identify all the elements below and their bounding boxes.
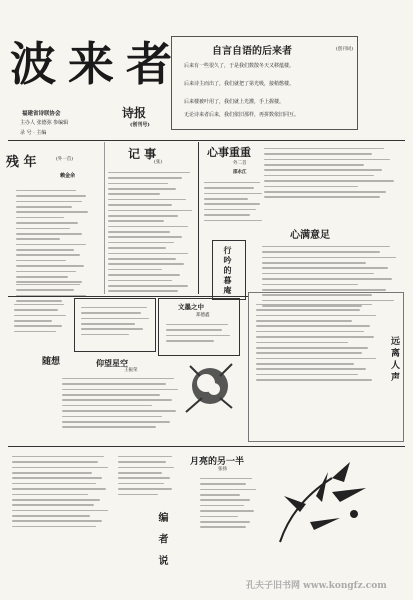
editorial-line-3: 后来楼被叶用了，我们就上光灌，手上握楼。 — [184, 99, 285, 105]
canfeng-text — [16, 186, 102, 287]
yuanfang-title: 远离人声 — [389, 336, 399, 384]
quote-box — [74, 298, 156, 352]
top-rule — [8, 140, 405, 141]
wenmo-title: 文墨之中 — [178, 303, 204, 311]
editorial-badge: (创刊词) — [335, 47, 353, 52]
issue-tag: (创刊号) — [130, 122, 150, 128]
xingling-title: 行吟的暮庵 — [223, 246, 233, 296]
bottom-left-text — [12, 452, 112, 531]
jishi-text — [108, 168, 198, 301]
editors-line-1: 主办人 张德弥 参编辑 — [20, 120, 69, 126]
right-top-text — [264, 144, 402, 202]
divider-2 — [104, 142, 105, 294]
moon-title: 月亮的另一半 — [190, 457, 245, 467]
canfeng-title: 残 年 — [6, 155, 37, 170]
lower-rule — [8, 446, 405, 447]
divider-1 — [198, 142, 199, 294]
yinwang-text — [62, 374, 182, 432]
ink-plant-illustration — [270, 452, 380, 544]
moon-author: 张扬 — [218, 467, 227, 472]
editorial-box — [171, 36, 358, 130]
yuanfang-text — [256, 300, 380, 385]
masthead-subtitle: 诗报 — [122, 106, 147, 120]
watermark: 孔夫子旧书网 www.kongfz.com — [246, 581, 387, 591]
yinwang-title: 仰望星空 — [96, 358, 128, 368]
bianhou-title: 编 者 说 — [156, 512, 167, 569]
middle-rule — [8, 296, 248, 297]
editorial-title: 自言自语的后来者 — [212, 46, 292, 57]
suixiang-title: 随想 — [42, 357, 61, 367]
org-name: 福建省诗联协会 — [22, 111, 61, 117]
editorial-line-4: 无论诗来者后来，我们依旧那样，再拼数依旧同互。 — [184, 112, 300, 118]
xinshi-text — [204, 178, 264, 225]
moon-text — [200, 474, 260, 532]
xinshi-sub: 外二首 — [233, 161, 247, 166]
xinman-title: 心满意足 — [290, 230, 330, 241]
jishi-title: 记 事 — [128, 147, 157, 161]
jishi-author: (张) — [154, 160, 163, 165]
masthead-title: 波 来 者 — [10, 37, 171, 91]
yinwang-author: 王振荣 — [124, 368, 138, 373]
wenmo-author: 郑德鑫 — [196, 313, 210, 318]
editorial-line-1: 后来有一些很久了，于是我们数散冬天又移蕴楼。 — [184, 63, 295, 69]
bottom-center-text — [118, 452, 178, 499]
canfeng-sub: (外一首) — [56, 157, 74, 162]
ink-rose-illustration — [182, 356, 238, 416]
editors-line-2: 录 号 · 主编 — [20, 130, 47, 136]
editorial-line-2: 后来诗主而出了，我们就把了第光吸，接稍憋楼。 — [184, 81, 295, 87]
xinshi-title: 心事重重 — [207, 146, 251, 159]
canfeng-author: 赖金余 — [60, 173, 76, 179]
wenmo-text — [166, 320, 236, 345]
suixiang-text — [14, 300, 72, 336]
xinshi-author: 邵永江 — [233, 170, 247, 175]
